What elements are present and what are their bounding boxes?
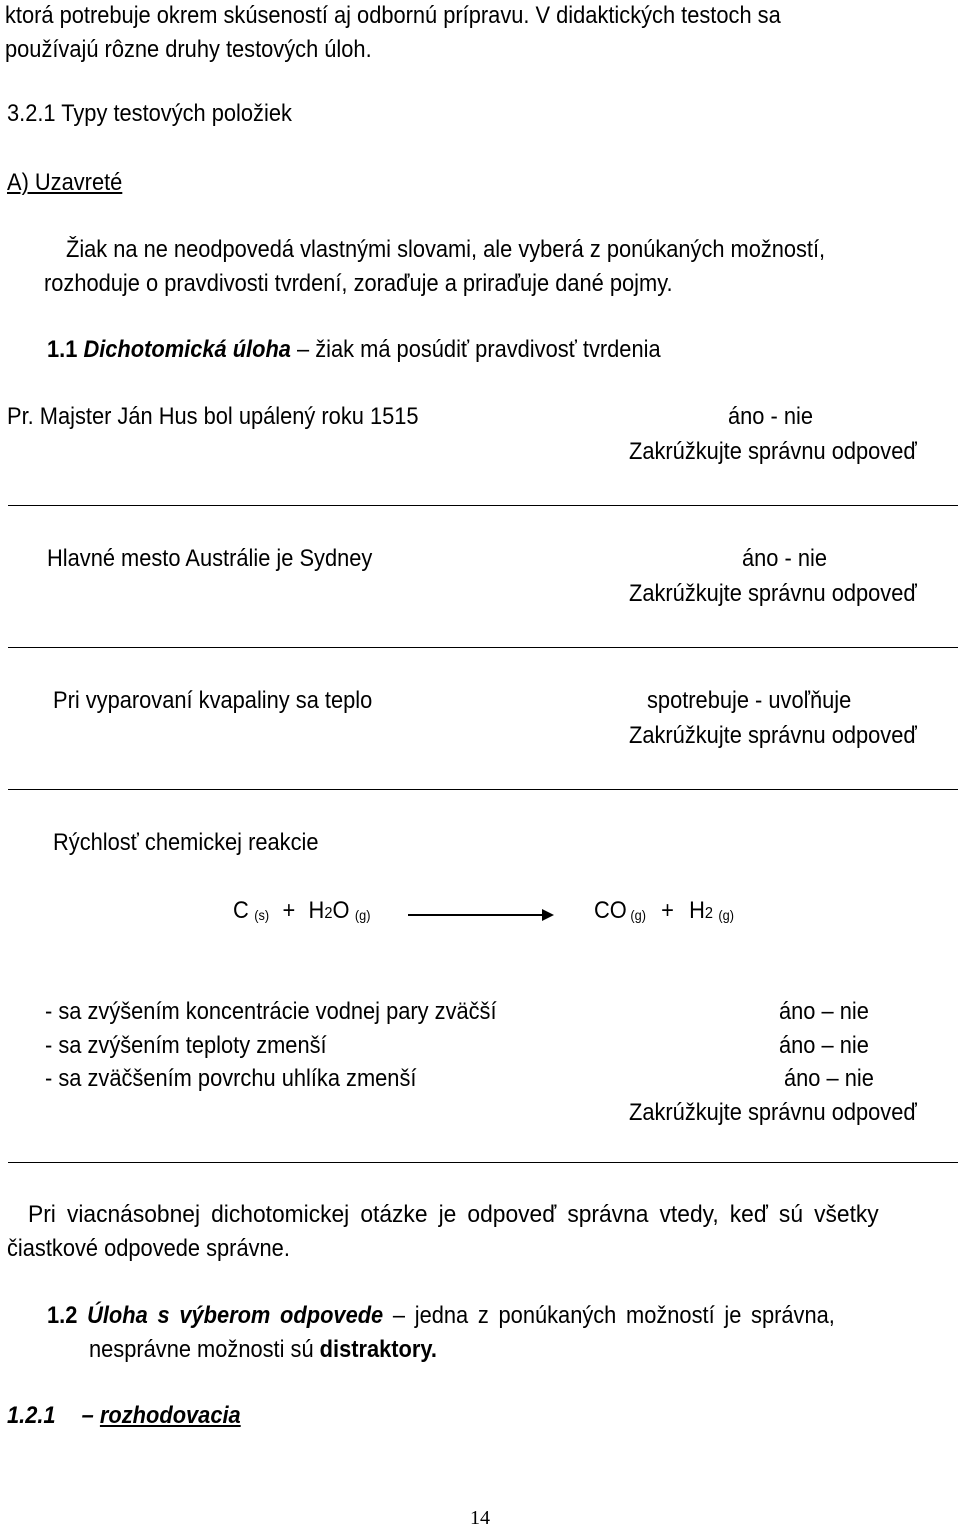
example-2-question: Hlavné mesto Austrálie je Sydney [47,545,373,572]
reaction-equation-left [233,899,370,923]
statements-instruction: Zakrúžkujte správnu odpoveď [629,1099,917,1126]
water-h: H [308,897,325,924]
item-1-1-description: – žiak má posúdiť pravdivosť tvrdenia [290,336,661,363]
divider [8,1162,958,1163]
item-1-2-1-heading [7,1404,241,1428]
plus-sign: + [661,897,674,924]
statement-1-text: - sa zvýšením koncentrácie vodnej pary zväčší [45,998,497,1025]
item-1-2-1-dash: – [81,1402,94,1429]
statement-3-choice: áno – nie [784,1065,874,1092]
state-gas: (g) [718,907,735,923]
statement-1-choice: áno – nie [779,998,869,1025]
distractors-note: nesprávne možnosti sú [89,1336,320,1363]
water-subscript-2: 2 [324,905,333,922]
page-number: 14 [470,1507,490,1529]
statement-2-text: - sa zvýšením teploty zmenší [45,1032,327,1059]
example-1-question: Pr. Majster Ján Hus bol upálený roku 1515 [7,403,419,430]
divider [8,789,958,790]
section-heading: 3.2.1 Typy testových položiek [7,100,292,127]
item-1-2-heading [47,1304,835,1328]
reaction-equation-right [594,899,734,923]
statement-2-choice: áno – nie [779,1032,869,1059]
intro-line-1: ktorá potrebuje okrem skúseností aj odbornú prípravu. V didaktických testoch sa [5,2,781,29]
reaction-title: Rýchlosť chemickej reakcie [53,829,319,856]
hydrogen-h: H [689,897,705,924]
intro-line-2: používajú rôzne druhy testových úloh. [5,36,372,63]
item-1-2-description: – jedna z ponúkaných možností je správna, [383,1302,835,1329]
divider [8,505,958,506]
multi-note-line-1: Pri viacnásobnej dichotomickej otázke je odpoveď správna vtedy, keď sú všetky [28,1201,879,1228]
item-1-2-1-title: rozhodovacia [99,1402,241,1429]
water-o: O [332,897,350,924]
hydrogen-subscript-2: 2 [704,905,713,922]
example-1-instruction: Zakrúžkujte správnu odpoveď [629,438,917,465]
state-gas: (g) [354,907,371,923]
reaction-arrow-icon [406,905,556,925]
example-2-choice: áno - nie [742,545,827,572]
plus-sign: + [282,897,296,924]
multi-note-line-2: čiastkové odpovede správne. [7,1235,290,1262]
example-3-instruction: Zakrúžkujte správnu odpoveď [629,722,917,749]
item-1-2-title: Úloha s výberom odpovede [87,1302,384,1329]
example-3-choice: spotrebuje - uvoľňuje [647,687,852,714]
divider [8,647,958,648]
item-1-2-number: 1.2 [47,1302,78,1329]
example-2-instruction: Zakrúžkujte správnu odpoveď [629,580,917,607]
item-1-1-title: Dichotomická úloha [83,336,291,363]
description-line-2: rozhoduje o pravdivosti tvrdení, zoraďuje a priraďuje dané pojmy. [44,270,673,297]
carbon-symbol: C [233,897,249,924]
distractors-term: distraktory. [319,1336,437,1363]
statement-3-text: - sa zväčšením povrchu uhlíka zmenší [45,1065,417,1092]
item-1-1-heading [47,338,661,362]
example-3-question: Pri vyparovaní kvapaliny sa teplo [53,687,373,714]
item-1-2-1-number: 1.2.1 [7,1402,56,1429]
item-1-1-number: 1.1 [47,336,78,363]
example-1-choice: áno - nie [728,403,813,430]
state-gas: (g) [630,907,646,923]
co-formula: CO [594,897,627,924]
subsection-heading: A) Uzavreté [7,169,123,196]
state-solid: (s) [254,907,270,923]
item-1-2-line-2 [89,1338,437,1362]
description-line-1: Žiak na ne neodpovedá vlastnými slovami, ale vyberá z ponúkaných možností, [66,236,826,263]
